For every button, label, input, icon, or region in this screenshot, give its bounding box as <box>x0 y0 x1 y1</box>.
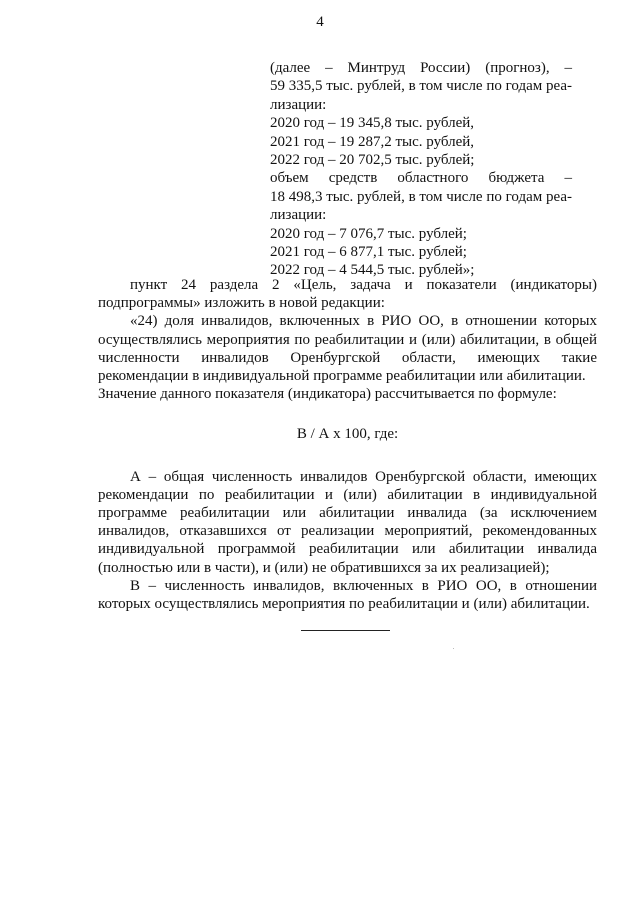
column-line: (далее – Минтруд России) (прогноз), – <box>270 60 572 76</box>
column-line: лизации: <box>270 207 327 224</box>
end-rule <box>301 630 390 631</box>
column-line: 2021 год – 19 287,2 тыс. рублей, <box>270 133 475 150</box>
column-line: 2022 год – 20 702,5 тыс. рублей; <box>270 152 475 169</box>
column-line: объем средств областного бюджета – <box>270 170 572 187</box>
column-line: 2020 год – 19 345,8 тыс. рублей, <box>270 115 475 132</box>
column-line: 2020 год – 7 076,7 тыс. рублей; <box>270 225 467 242</box>
paragraph-amendment: пункт 24 раздела 2 «Цель, задача и показатели (индикаторы) подпрограммы» изложить в новой редакции: <box>98 277 597 312</box>
column-line: 2021 год – 6 877,1 тыс. рублей; <box>270 244 467 261</box>
paragraph-definition-a: А – общая численность инвалидов Оренбургской области, имеющих рекомендации по реабилитации и (или) абилитации в индивидуальной программе реабилитации или абилитации инвалида (за исключением инвалидов, отказавшихся от реализации мероприятий, рекомендованных индивидуальной программой реабилитации или абилитации инвалида (полностью или в части), и (или) не обратившихся за их реализацией); <box>98 468 597 576</box>
scan-speck <box>453 648 454 649</box>
formula: В / А х 100, где: <box>296 426 399 443</box>
page-number: 4 <box>316 14 324 30</box>
funding-column <box>270 59 572 280</box>
paragraph-definition-b: В – численность инвалидов, включенных в РИО ОО, в отношении которых осуществлялись мероприятия по реабилитации и (или) абилитации. <box>98 577 597 613</box>
column-line: 18 498,3 тыс. рублей, в том числе по годам реа- <box>270 188 572 205</box>
paragraph-formula-intro: Значение данного показателя (индикатора) рассчитывается по формуле: <box>98 386 557 403</box>
main-text <box>98 276 597 613</box>
paragraph-indicator: «24) доля инвалидов, включенных в РИО ОО, в отношении которых осуществлялись мероприятия по реабилитации и (или) абилитации, в общей численности инвалидов Оренбургской области, имеющих такие рекомендации в индивидуальной программе реабилитации или абилитации. <box>98 313 597 385</box>
column-line: 59 335,5 тыс. рублей, в том числе по годам реа- <box>270 78 572 95</box>
column-line: лизации: <box>270 96 327 113</box>
column-line: 2022 год – 4 544,5 тыс. рублей»; <box>270 262 475 279</box>
